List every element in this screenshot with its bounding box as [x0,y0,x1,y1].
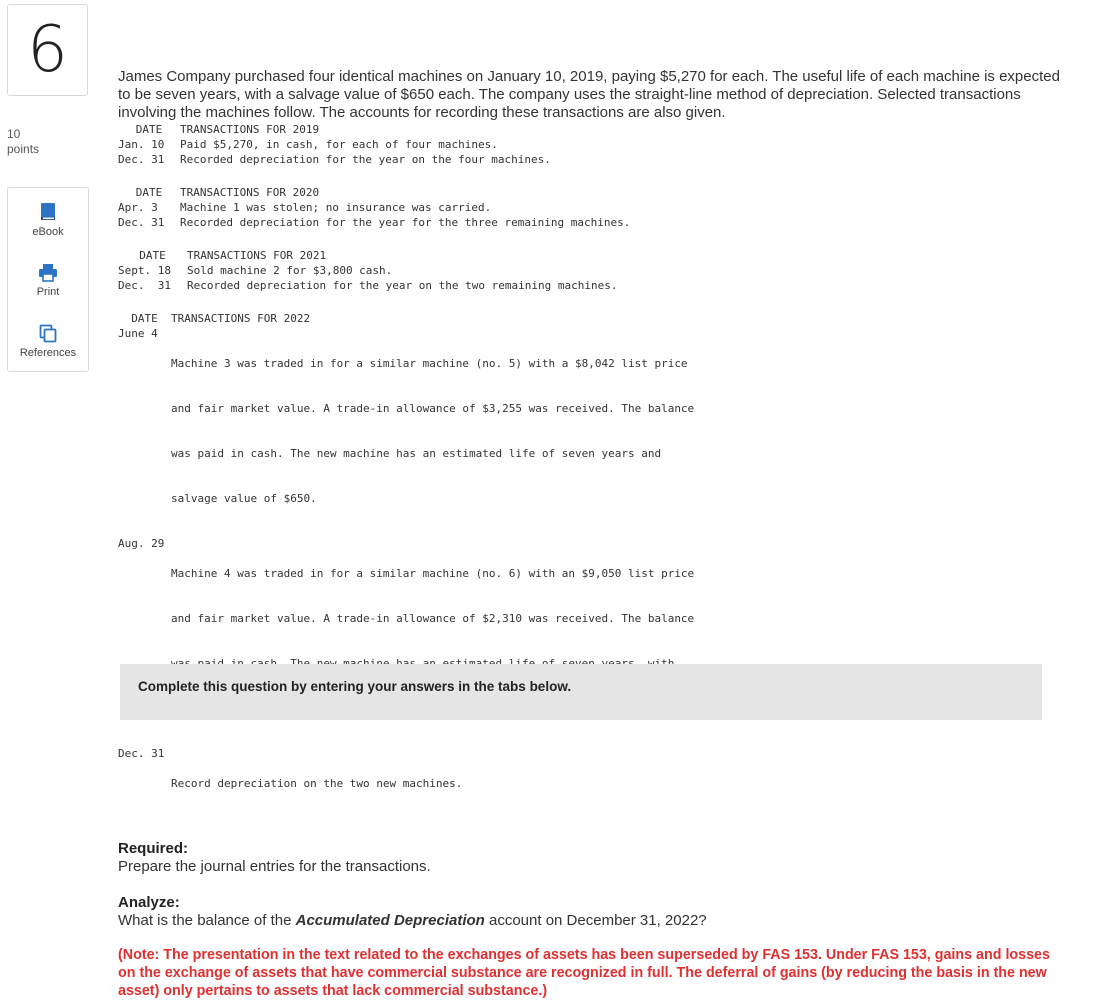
complete-banner-text: Complete this question by entering your answers in the tabs below. [138,679,572,694]
question-intro: James Company purchased four identical machines on January 10, 2019, paying $5,270 for each. The useful life of each machine is expected to be seven years, with a salvage value of $650 each. The company uses the straight-line method of depreciation. Selected transactions involving the machines follow. The accounts for recording these transactions are also given. [118,68,1060,121]
tools-panel [7,187,89,372]
table-row [118,326,694,536]
row-date: Dec. 31 [118,153,165,166]
row-line: Machine 4 was traded in for a similar machine (no. 6) with an $9,050 list price [171,567,695,580]
table-row [118,746,694,821]
points-value: 10 [7,127,21,141]
row-date: Sept. 18 [118,264,171,277]
date-header: DATE [135,123,163,136]
book-icon [39,202,57,222]
table-title: TRANSACTIONS FOR 2022 [171,312,311,325]
table-row [118,137,551,152]
table-row [118,200,630,215]
row-date: Jan. 10 [118,138,165,151]
question-content [118,68,1063,1000]
table-title: TRANSACTIONS FOR 2021 [187,249,327,262]
table-row [118,215,630,230]
transactions-2022-table [118,311,694,821]
print-label: Print [36,286,60,298]
question-number: 6 [27,13,68,87]
date-header: DATE [131,312,158,325]
row-text: Sold machine 2 for $3,800 cash. [187,264,393,277]
points-label: points [7,142,40,156]
transactions-2021-table [118,248,617,293]
analyze-text: What is the balance of the [118,912,296,929]
fas-153-note: (Note: The presentation in the text related to the exchanges of assets has been superseded by FAS 153. Under FAS 153, gains and losses on the exchange of assets that have commercial substance are recognized in full. The deferral of gains (by reducing the basis in the new asset) only pertains to assets that lack commercial substance.) [118,947,1050,999]
complete-question-banner [120,664,1042,720]
table-row [118,278,617,293]
row-line: Machine 3 was traded in for a similar machine (no. 5) with a $8,042 list price [171,357,688,370]
row-text: Paid $5,270, in cash, for each of four machines. [180,138,498,151]
row-date: Apr. 3 [118,201,158,214]
transactions-2019-table [118,122,551,167]
analyze-text-end: account on December 31, 2022? [484,912,707,929]
question-number-box [7,4,88,96]
row-date: Dec. 31 [118,747,165,760]
row-text: Recorded depreciation for the year on the two remaining machines. [187,279,618,292]
printer-icon [38,263,58,282]
ebook-label: eBook [32,226,64,238]
row-text: Recorded depreciation for the year for the three remaining machines. [180,216,631,229]
print-button[interactable] [8,263,88,298]
references-button[interactable] [8,324,88,359]
analyze-question [118,912,1063,930]
table-row [118,152,551,167]
documents-icon [39,324,57,343]
required-text: Prepare the journal entries for the transactions. [118,858,431,875]
row-line: Record depreciation on the two new machines. [171,777,463,790]
required-title: Required: [118,840,189,857]
row-text: Machine 1 was stolen; no insurance was carried. [180,201,492,214]
row-line: and fair market value. A trade-in allowance of $3,255 was received. The balance [171,402,695,415]
row-line: salvage value of $650. [171,492,317,505]
date-header: DATE [139,249,166,262]
points-info [7,127,39,157]
row-date: Aug. 29 [118,537,165,550]
row-date: Dec. 31 [118,279,171,292]
analyze-title: Analyze: [118,894,180,911]
row-date: Dec. 31 [118,216,165,229]
table-title: TRANSACTIONS FOR 2020 [180,186,320,199]
row-line: was paid in cash. The new machine has an estimated life of seven years and [171,447,662,460]
row-line: and fair market value. A trade-in allowance of $2,310 was received. The balance [171,612,695,625]
transactions-2020-table [118,185,630,230]
references-label: References [19,347,77,359]
date-header: DATE [135,186,163,199]
row-text [171,746,694,821]
table-title: TRANSACTIONS FOR 2019 [180,123,320,136]
row-text [171,326,694,536]
analyze-emphasis: Accumulated Depreciation [295,912,485,929]
table-row [118,263,617,278]
ebook-button[interactable] [8,202,88,238]
row-text: Recorded depreciation for the year on the four machines. [180,153,551,166]
row-date: June 4 [118,327,158,340]
